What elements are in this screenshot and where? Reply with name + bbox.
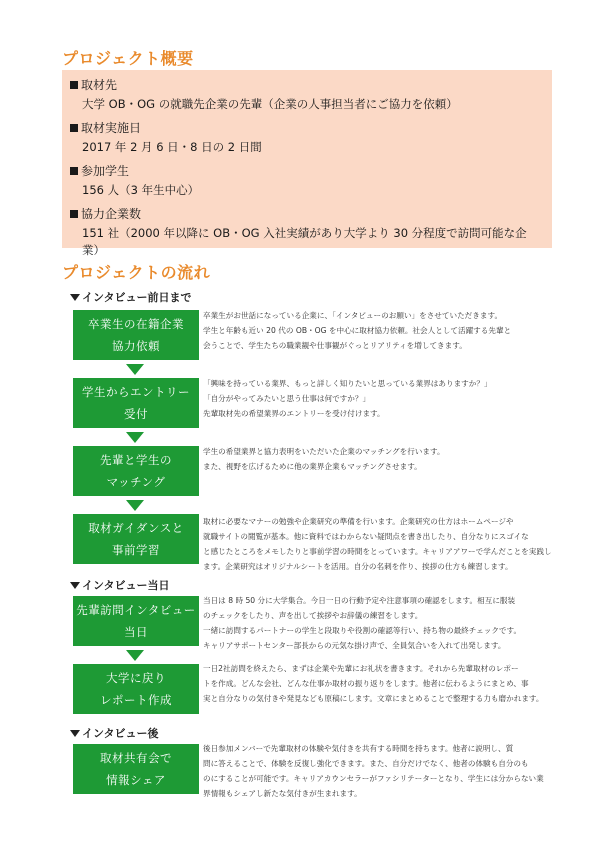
description-line: 就職サイトの閲覧が基本。他に資料ではわからない疑問点を書き出したり、自分なりにスゴイな: [203, 532, 529, 541]
step-box-guidance: [73, 514, 199, 564]
step-description: [203, 741, 567, 801]
description-line: ます。企業研究はオリジナルシートを活用。自分の名刺を作り、挨拶の仕方も練習します。: [203, 562, 513, 571]
step-title-line: 先輩訪問インタビュー: [76, 603, 196, 617]
arrow-down-icon: [126, 650, 144, 661]
step-title-line: 事前学習: [112, 543, 160, 557]
overview-item-heading: [70, 119, 542, 137]
square-bullet-icon: [70, 81, 78, 89]
description-line: 学生の希望業界と協力表明をいただいた企業のマッチングを行います。: [203, 447, 445, 456]
description-line: 当日は 8 時 50 分に大学集合。今日一日の行動予定や注意事項の確認をします。相互に服装: [203, 596, 516, 605]
step-description: [203, 376, 567, 421]
step-box-company-request: [73, 310, 199, 360]
step-title-line: 先輩と学生の: [100, 453, 172, 467]
step-title-line: 取材ガイダンスと: [88, 521, 184, 535]
description-line: 後日参加メンバーで先輩取材の体験や気付きを共有する時間を持ちます。他者に説明し、質: [203, 744, 514, 753]
description-line: 取材に必要なマナーの勉強や企業研究の準備を行います。企業研究の仕方はホームページや: [203, 517, 514, 526]
phase-label-day: [70, 577, 170, 593]
step-description: [203, 308, 567, 353]
description-line: また、視野を広げるために他の業界企業もマッチングさせます。: [203, 462, 422, 471]
step-title-line: 取材共有会で: [100, 751, 172, 765]
step-box-report: [73, 664, 199, 714]
step-title-line: マッチング: [106, 475, 166, 489]
step-description: [203, 661, 567, 706]
phase-label-text: インタビュー前日まで: [82, 291, 192, 304]
triangle-down-icon: [70, 582, 80, 589]
overview-item: [70, 162, 542, 199]
step-box-matching: [73, 446, 199, 496]
triangle-down-icon: [70, 730, 80, 737]
overview-item-heading: [70, 162, 542, 180]
step-title-line: 卒業生の在籍企業: [88, 317, 184, 331]
step-title-line: 学生からエントリー: [82, 385, 190, 399]
step-title-line: 情報シェア: [106, 773, 166, 787]
overview-item: [70, 76, 542, 113]
description-line: 実と自分なりの気付きや発見なども原稿にします。文章にまとめることで整理する力も磨かれます。: [203, 694, 544, 703]
step-box-share: [73, 744, 199, 794]
phase-label-before: [70, 289, 192, 305]
overview-item-body: 151 社（2000 年以降に OB・OG 入社実績があり大学より 30 分程度で訪問可能な企業）: [82, 226, 527, 257]
arrow-down-icon: [126, 432, 144, 443]
step-description: [203, 593, 567, 653]
overview-item-heading: [70, 205, 542, 223]
description-line: 「興味を持っている業界、もっと詳しく知りたいと思っている業界はありますか？」: [203, 379, 492, 388]
overview-heading-text: 協力企業数: [81, 207, 142, 221]
flow-title: プロジェクトの流れ: [62, 263, 211, 282]
description-line: トを作成。どんな会社、どんな仕事か取材の振り返りをします。他者に伝わるようにまとめ、事: [203, 679, 529, 688]
description-line: のにすることが可能です。キャリアカウンセラーがファシリテーターとなり、学生には分からない業: [203, 774, 544, 783]
step-title-line: 受付: [124, 407, 148, 421]
overview-item-body: 大学 OB・OG の就職先企業の先輩（企業の人事担当者にご協力を依頼）: [82, 97, 458, 111]
phase-label-text: インタビュー当日: [82, 579, 170, 592]
description-line: 会うことで、学生たちの職業観や仕事観がぐっとリアリティを増してきます。: [203, 341, 467, 350]
description-line: 学生と年齢も近い 20 代の OB・OG を中心に取材協力依頼。社会人として活躍する先輩と: [203, 326, 512, 335]
description-line: 「自分がやってみたいと思う仕事は何ですか？」: [203, 394, 371, 403]
description-line: 界情報もシェアし新たな気付きが生まれます。: [203, 789, 362, 798]
description-line: 先輩取材先の希望業界のエントリーを受け付けます。: [203, 409, 385, 418]
square-bullet-icon: [70, 124, 78, 132]
description-line: 一日2社訪問を終えたら、まずは企業や先輩にお礼状を書きます。それから先輩取材のレポー: [203, 664, 519, 673]
step-title-line: 協力依頼: [112, 339, 160, 353]
square-bullet-icon: [70, 210, 78, 218]
overview-item: [70, 119, 542, 156]
description-line: のチェックをしたり、声を出して挨拶やお辞儀の練習をします。: [203, 611, 423, 620]
overview-box: [62, 70, 552, 257]
triangle-down-icon: [70, 294, 80, 301]
overview-item: [70, 205, 542, 259]
description-line: キャリアサポートセンター部長からの元気な掛け声で、全員気合いを入れて出発します。: [203, 641, 506, 650]
step-box-interview-day: [73, 596, 199, 646]
overview-item-body: 156 人（3 年生中心）: [82, 183, 200, 197]
step-box-entry: [73, 378, 199, 428]
arrow-down-icon: [126, 364, 144, 375]
step-title-line: 大学に戻り: [106, 671, 166, 685]
description-line: 卒業生がお世話になっている企業に、「インタビューのお願い」をさせていただきます。: [203, 311, 503, 320]
phase-label-after: [70, 725, 159, 741]
square-bullet-icon: [70, 167, 78, 175]
step-description: [203, 514, 567, 574]
arrow-down-icon: [126, 500, 144, 511]
overview-item-heading: [70, 76, 542, 94]
overview-heading-text: 取材実施日: [81, 121, 142, 135]
step-description: [203, 444, 567, 474]
description-line: 一緒に訪問するパートナーの学生と段取りや役割の確認等行い、持ち物の最終チェックです。: [203, 626, 522, 635]
overview-item-body: 2017 年 2 月 6 日・8 日の 2 日間: [82, 140, 262, 154]
step-title-line: 当日: [124, 625, 148, 639]
phase-label-text: インタビュー後: [82, 727, 159, 740]
description-line: 問に答えることで、体験を反復し強化できます。また、自分だけでなく、他者の体験も自分のも: [203, 759, 529, 768]
step-title-line: レポート作成: [100, 693, 172, 707]
overview-heading-text: 参加学生: [81, 164, 130, 178]
overview-heading-text: 取材先: [81, 78, 118, 92]
overview-title: プロジェクト概要: [62, 49, 194, 68]
description-line: と感じたところをメモしたりと事前学習の時間をとっています。キャリアアワーで学んだことを実践し: [203, 547, 552, 556]
